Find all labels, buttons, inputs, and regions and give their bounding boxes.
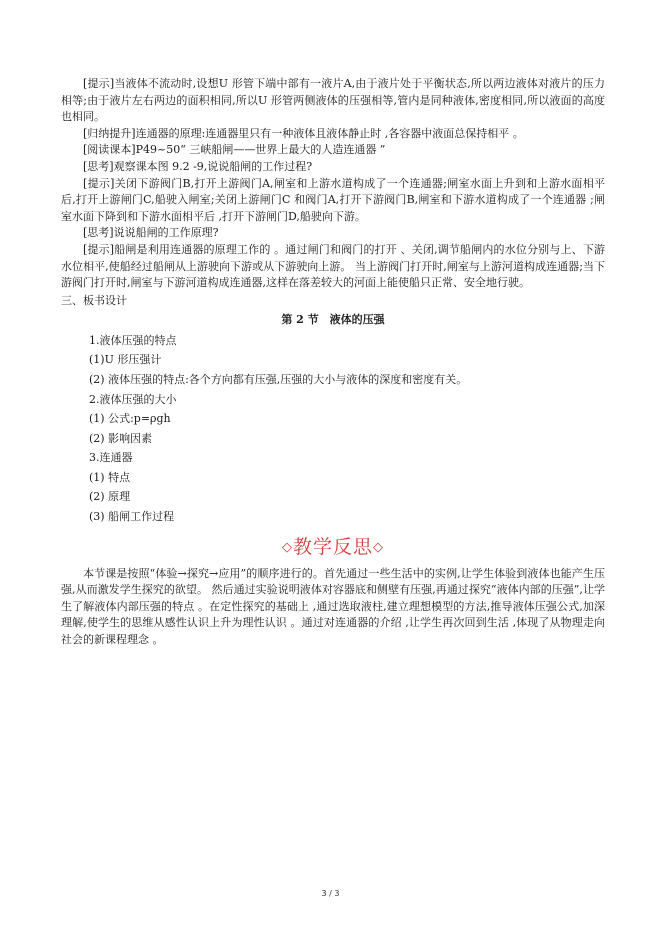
board-design-heading: 三、板书设计 <box>61 293 127 307</box>
reading-paragraph-three-gorges: [阅读课本]P49~50“ 三峡船闸——世界上最大的人造连通器 ” <box>83 143 386 157</box>
outline-item: (2) 原理 <box>89 490 131 504</box>
hint-paragraph-lock-principle: [提示]船闸是利用连通器的原理工作的 。通过闸门和阀门的打开 、关闭,调节船闸内的水位分别与上、下游水位相平,使船经过船闸从上游驶向下游或从下游驶向上游。 当上游阀门打开时,闸室与上游河道构成连通器;当下游阀门打开时,闸室与下游河道构成连通器,这样在落差较大的河面上能使船只正常、安全地行驶。 <box>61 242 605 290</box>
reflection-title <box>61 535 605 560</box>
reflection-title-text: 教学反思 <box>292 535 373 558</box>
hint-paragraph-pressure-balance: [提示]当液体不流动时,设想U 形管下端中部有一液片A,由于液片处于平衡状态,所以两边液体对液片的压力相等;由于液片左右两边的面积相同,所以U 形管两侧液体的压强相等,管内是同种液体,密度相同,所以液面的高度也相同。 <box>61 77 605 124</box>
summary-paragraph-connector-principle: [归纳提升]连通器的原理:连通器里只有一种液体且液体静止时 ,各容器中液面总保持相平 。 <box>83 126 524 140</box>
board-title: 第 2 节 液体的压强 <box>281 312 385 326</box>
outline-item: 1.液体压强的特点 <box>89 333 177 347</box>
outline-item: 3.连通器 <box>89 451 133 465</box>
outline-item: 2.液体压强的大小 <box>89 392 177 406</box>
outline-item: (1)U 形压强计 <box>89 353 162 367</box>
board-outline-list <box>61 331 605 527</box>
outline-item: (1) 公式:p=ρgh <box>89 412 171 426</box>
outline-item: (2) 影响因素 <box>89 431 153 445</box>
reflection-paragraph: 本节课是按照“体验→探究→应用”的顺序进行的。首先通过一些生活中的实例,让学生体验到液体也能产生压强,从而激发学生探究的欲望。 然后通过实验说明液体对容器底和侧壁有压强,再通过探究“液体内部的压强”,让学生了解液体内部压强的特点 。在定性探究的基础上 ,通过选取液柱,建立理想模型的方法,推导液体压强公式,加深理解,使学生的思维从感性认识上升为理性认识 。通过对连通器的介绍 ,让学生再次回到生活 ,体现了从物理走向社会的新课程理念 。 <box>61 566 605 647</box>
outline-item: (1) 特点 <box>89 470 131 484</box>
diamond-left-icon: ◇ <box>281 539 293 555</box>
outline-item: (3) 船闸工作过程 <box>89 510 175 524</box>
page-number: 3 / 3 <box>321 889 340 898</box>
diamond-right-icon: ◇ <box>373 539 384 555</box>
outline-item: (2) 液体压强的特点:各个方向都有压强,压强的大小与液体的深度和密度有关。 <box>89 372 468 386</box>
page-content <box>61 76 605 649</box>
hint-paragraph-lock-process: [提示]关闭下游阀门B,打开上游阀门A,闸室和上游水道构成了一个连通器;闸室水面上升到和上游水面相平后,打开上游闸门C,船驶入闸室;关闭上游闸门C 和阀门A,打开下游阀门B,闸室和下游水道构成了一个连通器 ;闸室水面下降到和下游水面相平后 ,打开下游闸门D,船驶向下游。 <box>61 176 605 223</box>
think-paragraph-lock-principle: [思考]说说船闸的工作原理? <box>83 226 219 240</box>
think-paragraph-lock-process: [思考]观察课本图 9.2 -9,说说船闸的工作过程? <box>83 159 313 173</box>
